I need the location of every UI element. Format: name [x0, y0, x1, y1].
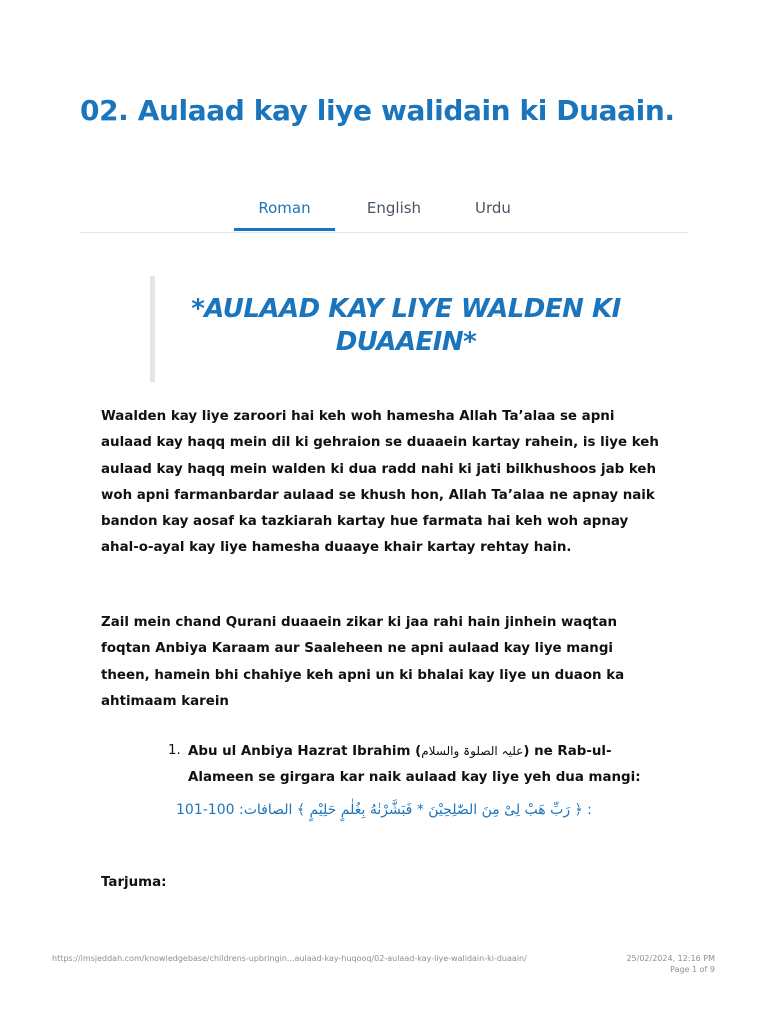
paragraph-intro: Waalden kay liye zaroori hai keh woh hamesha Allah Ta’alaa se apni aulaad kay haqq mein dil ki gehraion se duaaein kartay rahein, is liye keh aulaad kay haqq mein walden ki dua radd nahi ki jati bilkhushoos jab keh woh apni farmanbardar aulaad se khush hon, Allah Ta’alaa ne apnay naik bandon kay aosaf ka tazkiarah kartay hue farmata hai keh woh apnay ahal-o-ayal kay liye hamesha duaaye khair kartay rehtay hain.	[101, 409, 659, 556]
tab-urdu[interactable]: Urdu	[475, 199, 511, 217]
arabic-honorific: علیہ الصلوۃ والسلام	[421, 744, 524, 758]
list-item-number: 1.	[168, 743, 181, 758]
list-item-text-before: Abu ul Anbiya Hazrat Ibrahim (	[188, 744, 422, 759]
list-item-text-after: ) ne Rab-ul-Alameen se girgara kar naik aulaad kay liye yeh dua mangi:	[188, 744, 641, 785]
footer-url: https://imsjeddah.com/knowledgebase/childrens-upbringin...aulaad-kay-huqooq/02-aulaad-kay-liye-walidain-ki-duaain/	[52, 954, 527, 963]
tab-roman[interactable]: Roman	[234, 196, 335, 231]
quran-verse: : ﴿ رَبِّ هَبْ لِیْ مِنَ الصّٰلِحِیْنَ * فَبَشَّرْنٰهُ بِغُلٰمٍ حَلِیْمٍ ﴾ الصافات: 100-101	[176, 802, 592, 818]
tab-english[interactable]: English	[366, 199, 422, 217]
footer-page-indicator: Page 1 of 9	[670, 965, 715, 974]
tarjuma-label: Tarjuma:	[101, 875, 167, 890]
list-item-text	[188, 738, 658, 791]
paragraph-quranic-duas: Zail mein chand Qurani duaaein zikar ki jaa rahi hain jinhein waqtan foqtan Anbiya Karaam aur Saaleheen ne apni aulaad kay liye mangi theen, hamein bhi chahiye keh apni un ki bhalai kay liye un duaon ka ahtimaam karein	[101, 615, 625, 709]
footer-datetime: 25/02/2024, 12:16 PM	[626, 954, 715, 963]
section-heading: *AULAAD KAY LIYE WALDEN KI DUAAEIN*	[191, 294, 621, 357]
blockquote-bar	[150, 276, 155, 382]
page-title: 02. Aulaad kay liye walidain ki Duaain.	[80, 94, 675, 127]
language-tabs	[80, 196, 688, 233]
